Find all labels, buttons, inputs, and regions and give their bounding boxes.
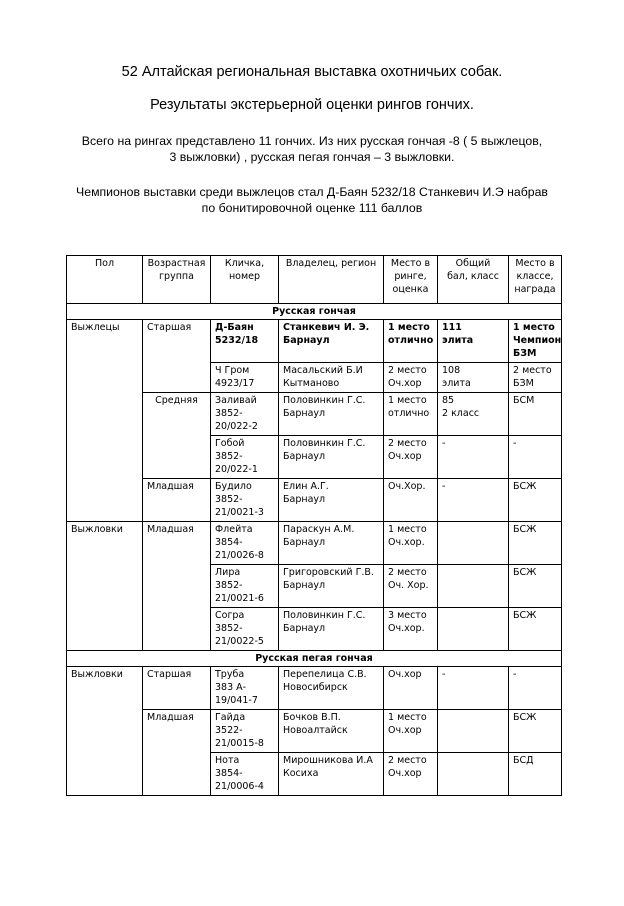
cell-name: Ч Гром 4923/17 [211, 363, 279, 393]
cell-sex: Выжловки [67, 522, 143, 651]
cell-owner: Половинкин Г.С. Барнаул [279, 393, 384, 436]
cell-place: 1 место Оч.хор. [384, 522, 438, 565]
cell-place: 2 место Оч. Хор. [384, 565, 438, 608]
cell-score: 108 элита [438, 363, 509, 393]
cell-place: Оч.хор [384, 667, 438, 710]
cell-name: Гобой 3852- 20/022-1 [211, 436, 279, 479]
col-header-total-score: Общий бал, класс [438, 256, 509, 304]
cell-award: - [509, 667, 562, 710]
table-row [67, 522, 562, 565]
cell-score [438, 753, 509, 796]
cell-owner: Бочков В.П. Новоалтайск [279, 710, 384, 753]
cell-name: Д-Баян 5232/18 [211, 320, 279, 363]
section-title: Русская пегая гончая [67, 651, 562, 667]
page-title: 52 Алтайская региональная выставка охотничьих собак. [121, 64, 503, 80]
cell-name: Флейта 3854- 21/0026-8 [211, 522, 279, 565]
cell-score [438, 565, 509, 608]
cell-age-group: Младшая [143, 710, 211, 796]
cell-owner: Половинкин Г.С. Барнаул [279, 608, 384, 651]
table-row [67, 320, 562, 363]
cell-name: Гайда 3522- 21/0015-8 [211, 710, 279, 753]
cell-name: Труба 383 А- 19/041-7 [211, 667, 279, 710]
champion-line: Чемпионов выставки среди выжлецов стал Д-Баян 5232/18 Станкевич И.Э набрав [76, 185, 548, 199]
table-header-row [67, 256, 562, 304]
section-row [67, 651, 562, 667]
cell-owner: Параскун А.М. Барнаул [279, 522, 384, 565]
page-subtitle: Результаты экстерьерной оценки рингов гончих. [150, 97, 474, 113]
col-header-owner-region: Владелец, регион [279, 256, 384, 304]
cell-award: БСЖ [509, 565, 562, 608]
cell-place: Оч.Хор. [384, 479, 438, 522]
cell-owner: Мирошникова И.А Косиха [279, 753, 384, 796]
cell-score: - [438, 667, 509, 710]
cell-award: БСЖ [509, 522, 562, 565]
cell-name: Лира 3852- 21/0021-6 [211, 565, 279, 608]
col-header-name-number: Кличка, номер [211, 256, 279, 304]
cell-award: - [509, 436, 562, 479]
cell-place: 2 место Оч.хор [384, 363, 438, 393]
col-header-age-group: Возрастная группа [143, 256, 211, 304]
cell-age-group: Старшая [143, 320, 211, 393]
col-header-class-award: Место в классе, награда [509, 256, 562, 304]
cell-score: - [438, 479, 509, 522]
section-row [67, 304, 562, 320]
cell-owner: Елин А.Г. Барнаул [279, 479, 384, 522]
cell-place: 2 место Оч.хор [384, 436, 438, 479]
summary-line: 3 выжловки) , русская пегая гончая – 3 выжловки. [169, 150, 455, 164]
cell-score [438, 710, 509, 753]
results-table [66, 255, 562, 796]
cell-sex: Выжловки [67, 667, 143, 796]
summary-line: Всего на рингах представлено 11 гончих. Из них русская гончая -8 ( 5 выжлецов, [81, 134, 543, 148]
cell-place: 1 место отлично [384, 393, 438, 436]
cell-award: БСЖ [509, 608, 562, 651]
cell-age-group: Средняя [143, 393, 211, 479]
cell-place: 1 место Оч.хор [384, 710, 438, 753]
cell-age-group: Младшая [143, 522, 211, 651]
cell-name: Нота 3854- 21/0006-4 [211, 753, 279, 796]
cell-owner: Станкевич И. Э. Барнаул [279, 320, 384, 363]
cell-owner: Половинкин Г.С. Барнаул [279, 436, 384, 479]
cell-owner: Григоровский Г.В. Барнаул [279, 565, 384, 608]
section-title: Русская гончая [67, 304, 562, 320]
cell-name: Заливай 3852- 20/022-2 [211, 393, 279, 436]
cell-score [438, 608, 509, 651]
champion-paragraph [0, 184, 624, 216]
cell-place: 3 место Оч.хор. [384, 608, 438, 651]
cell-score [438, 522, 509, 565]
cell-age-group: Младшая [143, 479, 211, 522]
col-header-sex: Пол [67, 256, 143, 304]
cell-award: БСМ [509, 393, 562, 436]
cell-age-group: Старшая [143, 667, 211, 710]
cell-owner: Масальский Б.И Кытманово [279, 363, 384, 393]
table-row [67, 667, 562, 710]
cell-award: БСЖ [509, 710, 562, 753]
col-header-ring-place: Место в ринге, оценка [384, 256, 438, 304]
cell-place: 2 место Оч.хор [384, 753, 438, 796]
champion-line: по бонитировочной оценке 111 баллов [201, 201, 423, 215]
cell-owner: Перепелица С.В. Новосибирск [279, 667, 384, 710]
cell-sex: Выжлецы [67, 320, 143, 522]
cell-award: 2 место БЗМ [509, 363, 562, 393]
cell-name: Будило 3852- 21/0021-3 [211, 479, 279, 522]
cell-name: Согра 3852- 21/0022-5 [211, 608, 279, 651]
cell-award: 1 место Чемпион БЗМ [509, 320, 562, 363]
summary-paragraph [0, 133, 624, 165]
cell-award: БСД [509, 753, 562, 796]
cell-score: - [438, 436, 509, 479]
cell-score: 85 2 класс [438, 393, 509, 436]
cell-award: БСЖ [509, 479, 562, 522]
cell-score: 111 элита [438, 320, 509, 363]
cell-place: 1 место отлично [384, 320, 438, 363]
